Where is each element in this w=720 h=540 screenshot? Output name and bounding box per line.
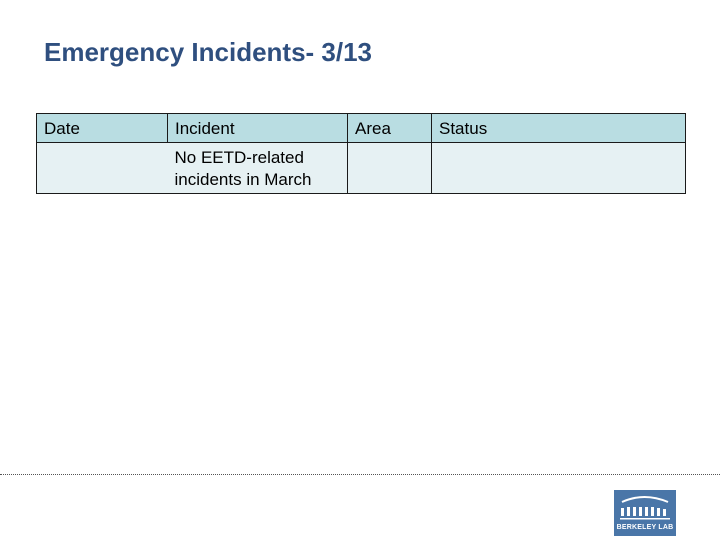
- berkeley-lab-building-icon: [614, 490, 676, 524]
- column-header-status: Status: [432, 114, 686, 143]
- table-header-row: [37, 114, 686, 143]
- cell-date: [37, 143, 168, 194]
- column-header-date: Date: [37, 114, 168, 143]
- page-title: Emergency Incidents- 3/13: [44, 37, 373, 67]
- table-row: [37, 143, 686, 194]
- cell-incident: No EETD-related incidents in March: [168, 143, 348, 194]
- column-header-area: Area: [348, 114, 432, 143]
- logo-text: BERKELEY LAB: [616, 524, 674, 531]
- incidents-table: [36, 113, 686, 194]
- column-header-incident: Incident: [168, 114, 348, 143]
- cell-area: [348, 143, 432, 194]
- berkeley-lab-logo: [614, 490, 676, 536]
- cell-status: [432, 143, 686, 194]
- footer-divider: [0, 474, 720, 475]
